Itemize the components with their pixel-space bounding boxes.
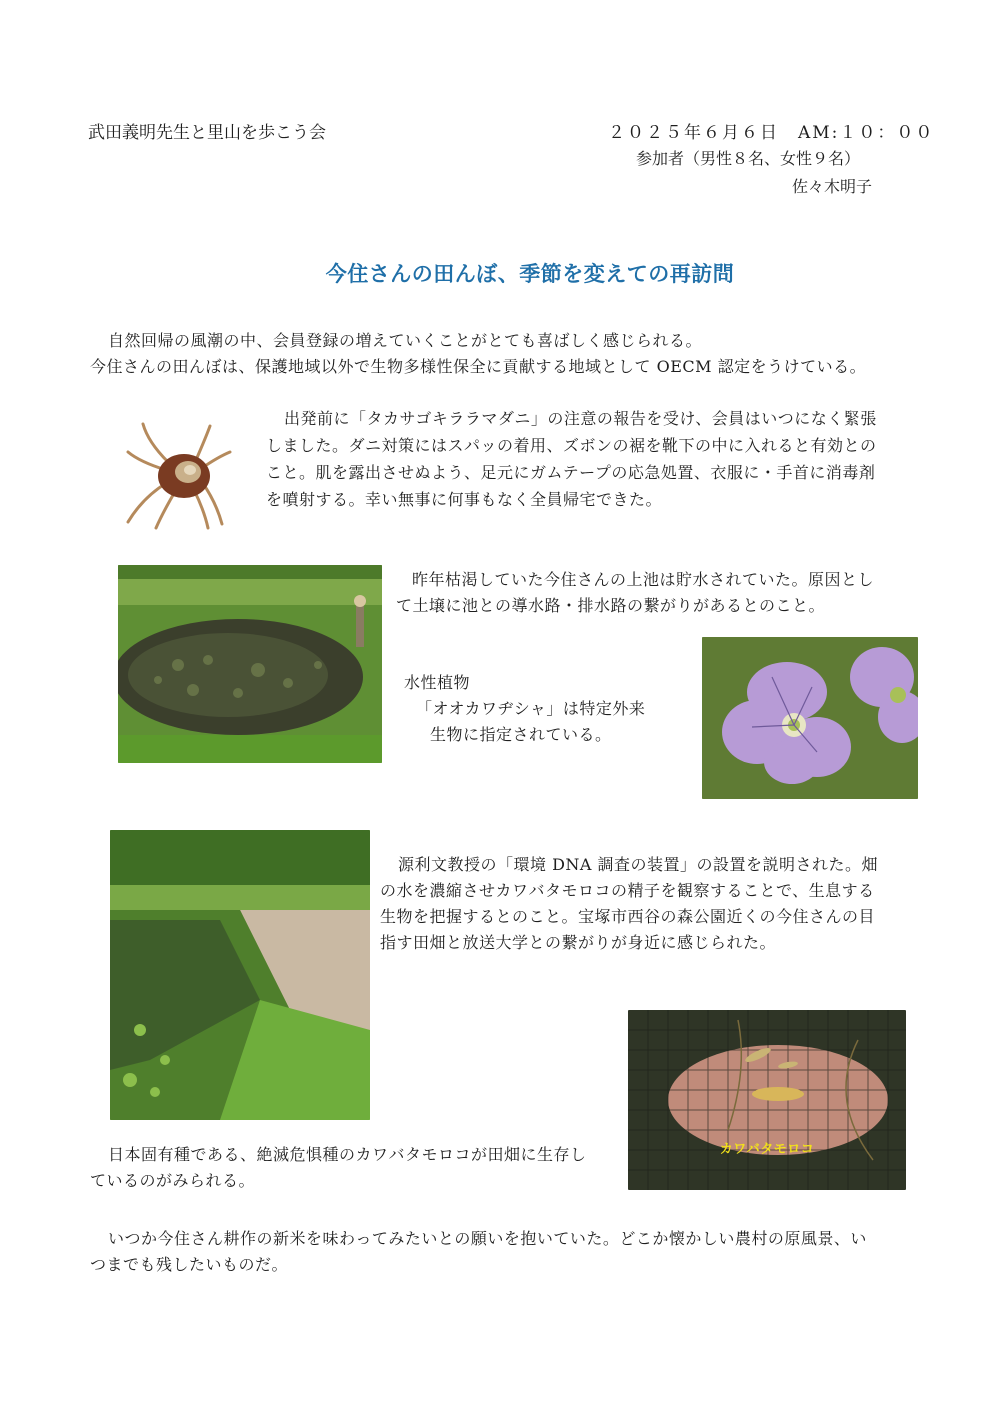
author-name: 佐々木明子 bbox=[792, 177, 873, 196]
plant-label: 水性植物 bbox=[404, 673, 471, 692]
pond-text-line-1: 昨年枯渇していた今住さんの上池は貯水されていた。原因とし bbox=[412, 570, 875, 589]
fish-photo-caption: カワバタモロコ bbox=[719, 1142, 815, 1157]
paddy-photo bbox=[110, 830, 370, 1120]
tick-text-line-1: 出発前に「タカサゴキララマダニ」の注意の報告を受け、会員はいつになく緊張 bbox=[284, 409, 877, 428]
participants-count: 参加者（男性８名、女性９名） bbox=[636, 149, 861, 168]
dna-text-line-3: 生物を把握するとのこと。宝塚市西谷の森公園近くの今住さんの目 bbox=[380, 907, 876, 926]
plant-text-line-1: 「オオカワヂシャ」は特定外来 bbox=[416, 699, 646, 718]
tick-text-line-2: しました。ダニ対策にはスパッの着用、ズボンの裾を靴下の中に入れると有効との bbox=[266, 436, 877, 455]
closing-line-2: つまでも残したいものだ。 bbox=[90, 1255, 289, 1274]
plant-text-line-2: 生物に指定されている。 bbox=[430, 725, 612, 744]
fish-net-photo bbox=[628, 1010, 906, 1190]
intro-line-1: 自然回帰の風潮の中、会員登録の増えていくことがとても喜ばしく感じられる。 bbox=[108, 331, 703, 350]
dna-text-line-4: 指す田畑と放送大学との繋がりが身近に感じられた。 bbox=[380, 933, 777, 952]
fish-text-line-2: ているのがみられる。 bbox=[90, 1171, 256, 1190]
page-title: 今住さんの田んぼ、季節を変えての再訪問 bbox=[325, 261, 735, 286]
intro-line-2: 今住さんの田んぼは、保護地域以外で生物多様性保全に貢献する地域として OECM 認定をうけている。 bbox=[90, 357, 867, 376]
pond-photo bbox=[118, 565, 382, 763]
dna-text-line-2: の水を濃縮させカワバタモロコの精子を観察することで、生息する bbox=[380, 881, 875, 900]
closing-line-1: いつか今住さん耕作の新米を味わってみたいとの願いを抱いていた。どこか懐かしい農村の原風景、い bbox=[108, 1229, 867, 1248]
dna-text-line-1: 源利文教授の「環境 DNA 調査の装置」の設置を説明された。畑 bbox=[398, 855, 879, 874]
fish-text-line-1: 日本固有種である、絶滅危惧種のカワバタモロコが田畑に生存し bbox=[108, 1145, 587, 1164]
event-date-time: ２０２５年６月６日 AM:１０：００ bbox=[608, 123, 935, 143]
pond-text-line-2: て土壌に池との導水路・排水路の繋がりがあるとのこと。 bbox=[396, 596, 826, 615]
tick-photo bbox=[118, 412, 248, 532]
organization-name: 武田義明先生と里山を歩こう会 bbox=[88, 123, 326, 143]
tick-text-line-3: こと。肌を露出させぬよう、足元にガムテープの応急処置、衣服に・手首に消毒剤 bbox=[266, 463, 876, 482]
tick-text-line-4: を噴射する。幸い無事に何事もなく全員帰宅できた。 bbox=[266, 490, 663, 509]
flower-photo bbox=[702, 637, 918, 799]
